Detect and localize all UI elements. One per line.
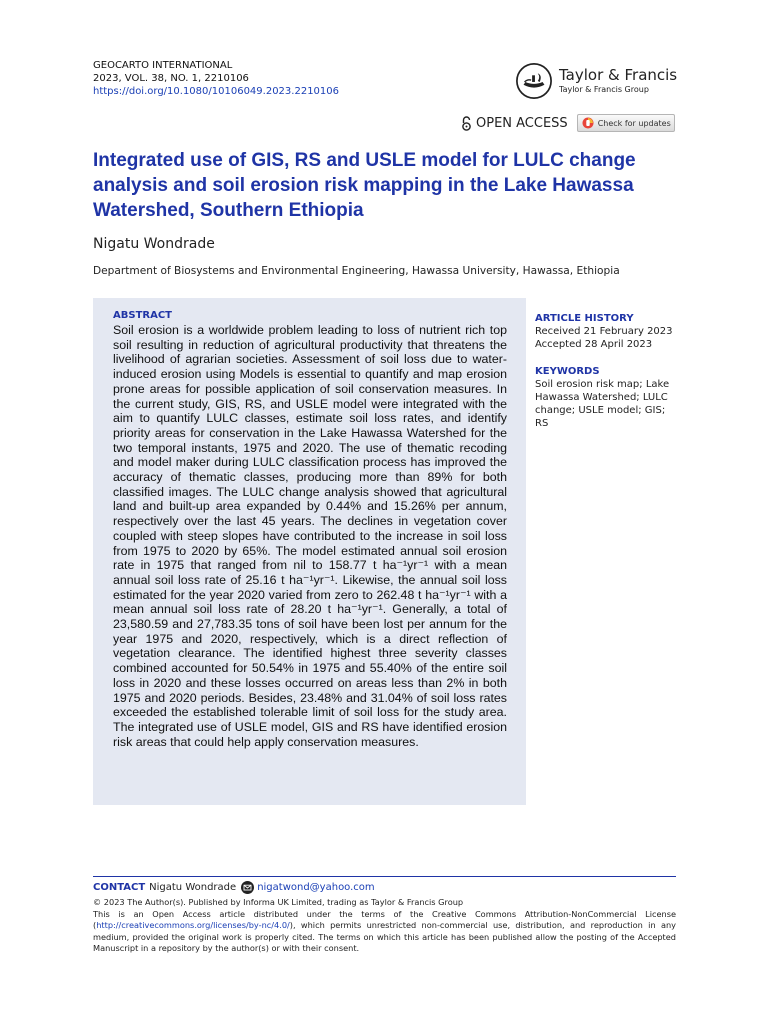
abstract-text: Soil erosion is a worldwide problem leading to loss of nutrient rich top soil resulting in reduction of agricultural productivity that threatens the livelihood of agrarian societies. Assessment of soil loss due to water-induced erosion using Models is essential to quantify and map erosion prone areas for possible application of soil conservation measures. In the current study, GIS, RS, and USLE model were integrated with the aim to quantify LULC classes, estimate soil loss rates, and identify priority areas for conservation in the Lake Hawassa Watershed for the two temporal instants, 1975 and 2020. The use of thematic recoding and model maker during LULC classification process has improved the accuracy of thematic classes, producing more than 89% for both classified images. The LULC change analysis showed that agricultural land and built-up area expanded by 0.44% and 15.26% per annum, respectively over the last 45 years. The declines in vegetation cover coupled with steep slopes have contributed to the increase in soil loss from 1975 to 2020 by 65%. The model estimated annual soil erosion rate in 1975 that ranged from nil to 158.77 t ha⁻¹yr⁻¹ with a mean annual soil loss rate of 25.16 t ha⁻¹yr⁻¹. Likewise, the annual soil loss estimated for the year 2020 varied from zero to 262.48 t ha⁻¹yr⁻¹ with a mean annual soil loss rate of 28.20 t ha⁻¹yr⁻¹. Generally, a total of 23,580.59 and 27,783.35 tons of soil have been lost per annum for the year 1975 and 2020, respectively, which is a direct reflection of vegetation clearance. The identified highest three severity classes combined accounted for 50.54% in 1975 and 55.40% of the entire soil loss in 2020 and these losses occurred on areas less than 2% in both 1975 and 2020 periods. Besides, 23.48% and 31.04% of soil loss rates exceeded the established tolerable limit of soil loss for the study area. The integrated use of USLE model, GIS and RS have identified erosion risk areas that could help apply conservation measures.: [113, 323, 507, 749]
journal-volume: 2023, VOL. 38, NO. 1, 2210106: [93, 73, 249, 84]
publisher-group: Taylor & Francis Group: [559, 85, 649, 94]
article-history-heading: ARTICLE HISTORY: [535, 313, 634, 324]
open-lock-icon: [461, 116, 472, 131]
copyright-line: © 2023 The Author(s). Published by Informa UK Limited, trading as Taylor & Francis Group: [93, 897, 464, 907]
crossmark-icon: [582, 117, 594, 129]
license-text: [93, 909, 676, 955]
article-history: [535, 312, 685, 351]
open-access-badge: [461, 116, 568, 131]
doi-link[interactable]: https://doi.org/10.1080/10106049.2023.2210106: [93, 86, 340, 97]
journal-name: GEOCARTO INTERNATIONAL: [93, 60, 233, 71]
keywords-heading: KEYWORDS: [535, 366, 600, 377]
journal-info: [93, 59, 339, 98]
contact-name: Nigatu Wondrade: [149, 882, 237, 893]
badge-row: [461, 114, 675, 132]
copyright-notice: [93, 897, 676, 955]
article-title: Integrated use of GIS, RS and USLE model for LULC change analysis and soil erosion risk mapping in the Lake Hawassa Watershed, Southern Ethiopia: [93, 150, 636, 221]
received-date: Received 21 February 2023: [535, 326, 673, 337]
author-affiliation: Department of Biosystems and Environmental Engineering, Hawassa University, Hawassa, Ethiopia: [93, 265, 620, 277]
contact-label: CONTACT: [93, 882, 146, 893]
license-link[interactable]: http://creativecommons.org/licenses/by-nc/4.0/: [96, 920, 290, 931]
open-access-label: OPEN ACCESS: [476, 115, 568, 131]
keywords-section: [535, 365, 685, 430]
keywords-list: Soil erosion risk map; Lake Hawassa Watershed; LULC change; USLE model; GIS; RS: [535, 379, 670, 429]
check-updates-button[interactable]: [577, 114, 675, 132]
publisher-name: Taylor & Francis: [559, 66, 678, 84]
license-text-end: ), which permits unrestricted non-commercial use, distribution, and reproduction in any medium, provided the original work is properly cited. The terms on which this article has been published allow the posting of the Accepted Manuscript in a repository by the author(s) or with their consent.: [93, 920, 676, 954]
abstract-heading: ABSTRACT: [113, 310, 172, 321]
contact-line: [93, 881, 375, 894]
abstract-panel: [93, 298, 526, 805]
contact-email-link[interactable]: nigatwond@yahoo.com: [257, 882, 375, 893]
accepted-date: Accepted 28 April 2023: [535, 339, 653, 350]
check-updates-label: Check for updates: [597, 118, 671, 128]
email-icon: [241, 881, 254, 894]
publisher-logo[interactable]: [515, 62, 677, 100]
author-name: Nigatu Wondrade: [93, 236, 215, 252]
taylor-francis-lamp-icon: [515, 62, 553, 100]
footer-divider: [93, 876, 676, 877]
license-text-start: This is an Open Access article distributed under the terms of the Creative Commons Attribution-NonCommercial License (: [93, 908, 676, 931]
